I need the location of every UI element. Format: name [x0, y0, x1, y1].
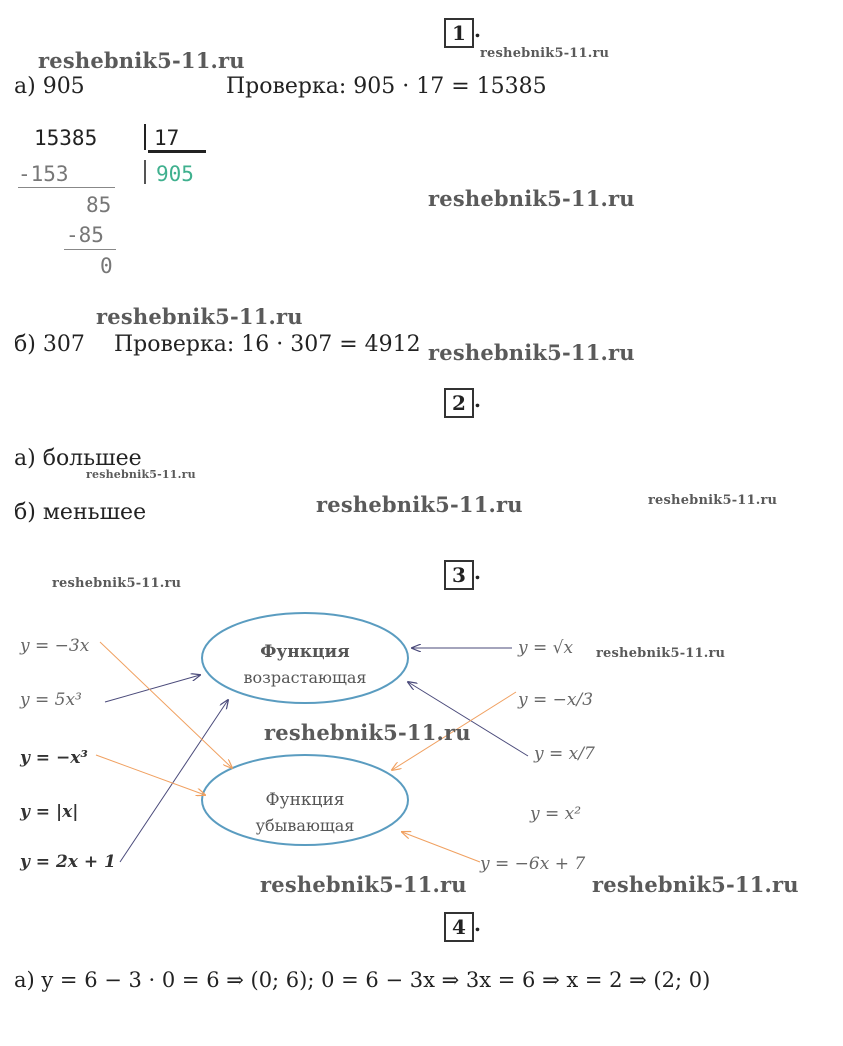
division-remainder-1: 85	[86, 193, 112, 217]
task-4-number: 4	[444, 912, 474, 942]
division-dividend: 15385	[34, 126, 98, 150]
task-1-number: 1	[444, 18, 474, 48]
division-divisor: 17	[154, 126, 180, 150]
task-2a: а) большее	[14, 446, 142, 471]
division-step-2: -85	[66, 223, 104, 247]
decreasing-label-1: Функция	[265, 790, 345, 810]
division-quotient: 905	[156, 162, 194, 186]
division-divisor-line	[148, 150, 206, 153]
function-minus-x-over-3: y = −x/3	[518, 690, 594, 710]
division-step-1: -153	[18, 162, 69, 186]
function-minus-6x-plus-7: y = −6x + 7	[480, 854, 586, 874]
function-minus-x3: y = −x³	[20, 748, 88, 768]
watermark: reshebnik5-11.ru	[96, 304, 303, 329]
task-3-number: 3	[444, 560, 474, 590]
increasing-label-2: возрастающая	[243, 668, 367, 687]
watermark: reshebnik5-11.ru	[38, 48, 245, 73]
task-2b: б) меньшее	[14, 500, 147, 525]
task-4a: а) y = 6 − 3 · 0 = 6 ⇒ (0; 6); 0 = 6 − 3x ⇒ 3x = 6 ⇒ x = 2 ⇒ (2; 0)	[14, 968, 711, 992]
decreasing-label-2: убывающая	[255, 816, 355, 835]
division-line-1	[18, 187, 115, 188]
function-x-squared: y = x²	[530, 804, 582, 824]
watermark: reshebnik5-11.ru	[316, 492, 523, 517]
increasing-label-1: Функция	[260, 642, 350, 662]
watermark: reshebnik5-11.ru	[428, 340, 635, 365]
watermark: reshebnik5-11.ru	[86, 468, 196, 481]
task-1a-answer: а) 905	[14, 74, 85, 99]
task-1b-answer: б) 307	[14, 332, 85, 357]
arrow-minus-x3	[96, 755, 205, 795]
task-1-dot: .	[474, 18, 481, 42]
task-1a-check: Проверка: 905 · 17 = 15385	[226, 74, 547, 99]
arrow-5x3	[105, 675, 200, 702]
task-3-dot: .	[474, 560, 481, 584]
function-abs-x: y = |x|	[20, 802, 79, 822]
function-sqrt-x: y = √x	[518, 638, 574, 658]
watermark: reshebnik5-11.ru	[52, 576, 182, 591]
watermark: reshebnik5-11.ru	[264, 720, 471, 745]
function-5x3: y = 5x³	[20, 690, 82, 710]
watermark: reshebnik5-11.ru	[592, 872, 799, 897]
division-line-2	[64, 249, 116, 250]
watermark: reshebnik5-11.ru	[480, 46, 610, 61]
division-bar-bottom	[144, 160, 146, 184]
function-diagram	[0, 600, 843, 890]
arrow-minus-6x-plus-7	[402, 832, 480, 862]
task-1b-check: Проверка: 16 · 307 = 4912	[114, 332, 421, 357]
function-2x-plus-1: y = 2x + 1	[20, 852, 116, 872]
function-x-over-7: y = x/7	[534, 744, 595, 764]
watermark: reshebnik5-11.ru	[260, 872, 467, 897]
watermark: reshebnik5-11.ru	[428, 186, 635, 211]
watermark: reshebnik5-11.ru	[596, 646, 726, 661]
task-2-dot: .	[474, 388, 481, 412]
watermark: reshebnik5-11.ru	[648, 493, 778, 508]
division-remainder-2: 0	[100, 254, 113, 278]
division-bar-top	[144, 124, 146, 150]
task-4-dot: .	[474, 912, 481, 936]
function-minus-3x: y = −3x	[20, 636, 90, 656]
task-2-number: 2	[444, 388, 474, 418]
